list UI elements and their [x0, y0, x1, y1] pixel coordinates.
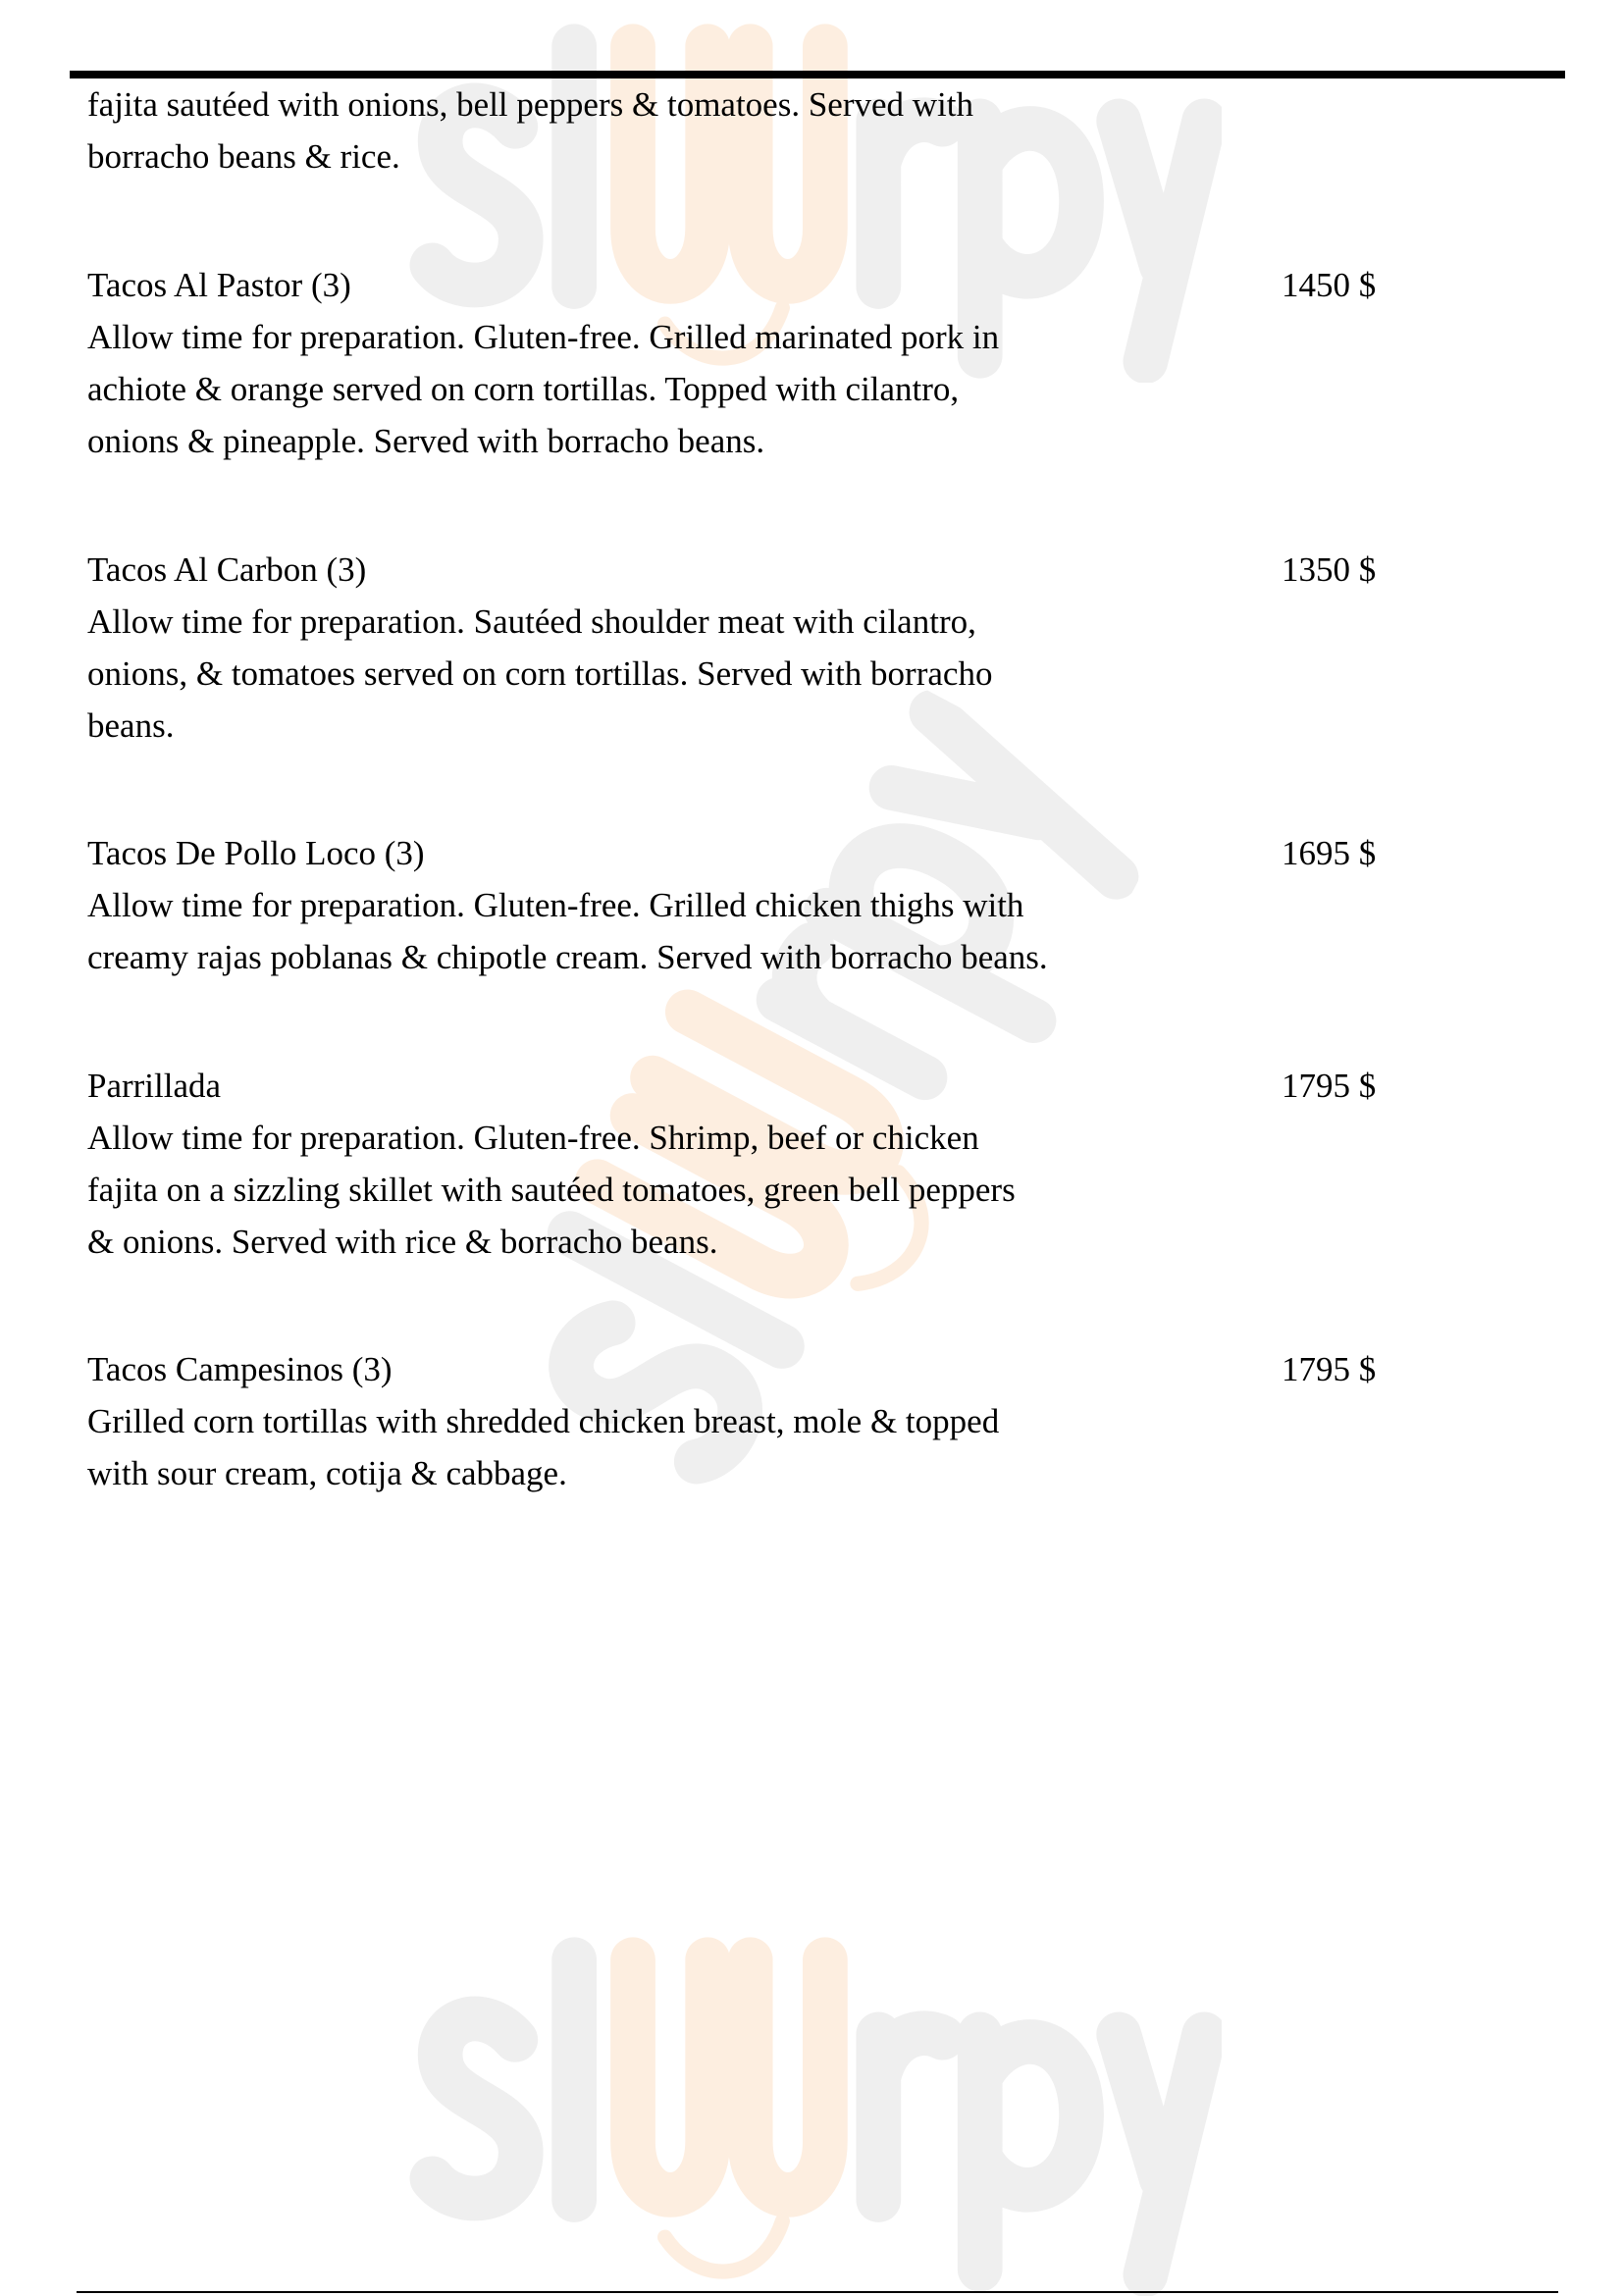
item-price: 1795 $: [1282, 1067, 1377, 1105]
item-name: Tacos Campesinos (3): [87, 1350, 393, 1388]
item-description-line: creamy rajas poblanas & chipotle cream. Served with borracho beans.: [87, 938, 1048, 976]
item-name: Tacos Al Carbon (3): [87, 550, 367, 589]
item-description-line: Grilled corn tortillas with shredded chicken breast, mole & topped: [87, 1402, 1000, 1440]
item-name: Parrillada: [87, 1067, 222, 1105]
item-description-line: Allow time for preparation. Sautéed shoulder meat with cilantro,: [87, 602, 976, 641]
item-description-line: achiote & orange served on corn tortillas. Topped with cilantro,: [87, 370, 960, 408]
item-description-line: Allow time for preparation. Gluten-free. Grilled marinated pork in: [87, 318, 1000, 356]
item-name: Tacos Al Pastor (3): [87, 266, 351, 304]
item-price: 1695 $: [1282, 834, 1377, 872]
item-price: 1450 $: [1282, 266, 1377, 304]
item-description-line: beans.: [87, 706, 175, 745]
item-description-line: onions, & tomatoes served on corn tortillas. Served with borracho: [87, 654, 993, 693]
item-description-line: Allow time for preparation. Gluten-free. Shrimp, beef or chicken: [87, 1119, 979, 1157]
item-price: 1350 $: [1282, 550, 1377, 589]
watermark-logo: [407, 1933, 1222, 2296]
item-description-line: & onions. Served with rice & borracho beans.: [87, 1223, 718, 1261]
item-description-line: onions & pineapple. Served with borracho beans.: [87, 422, 765, 460]
top-divider: [70, 71, 1565, 78]
item-description-line: Allow time for preparation. Gluten-free. Grilled chicken thighs with: [87, 886, 1024, 924]
item-price: 1795 $: [1282, 1350, 1377, 1388]
item-description-line: with sour cream, cotija & cabbage.: [87, 1454, 567, 1492]
item-description-line: fajita sautéed with onions, bell peppers & tomatoes. Served with: [87, 85, 973, 124]
bottom-divider: [77, 2291, 1558, 2293]
item-description-line: fajita on a sizzling skillet with sautéed tomatoes, green bell peppers: [87, 1171, 1016, 1209]
item-description-line: borracho beans & rice.: [87, 137, 400, 176]
item-name: Tacos De Pollo Loco (3): [87, 834, 425, 872]
